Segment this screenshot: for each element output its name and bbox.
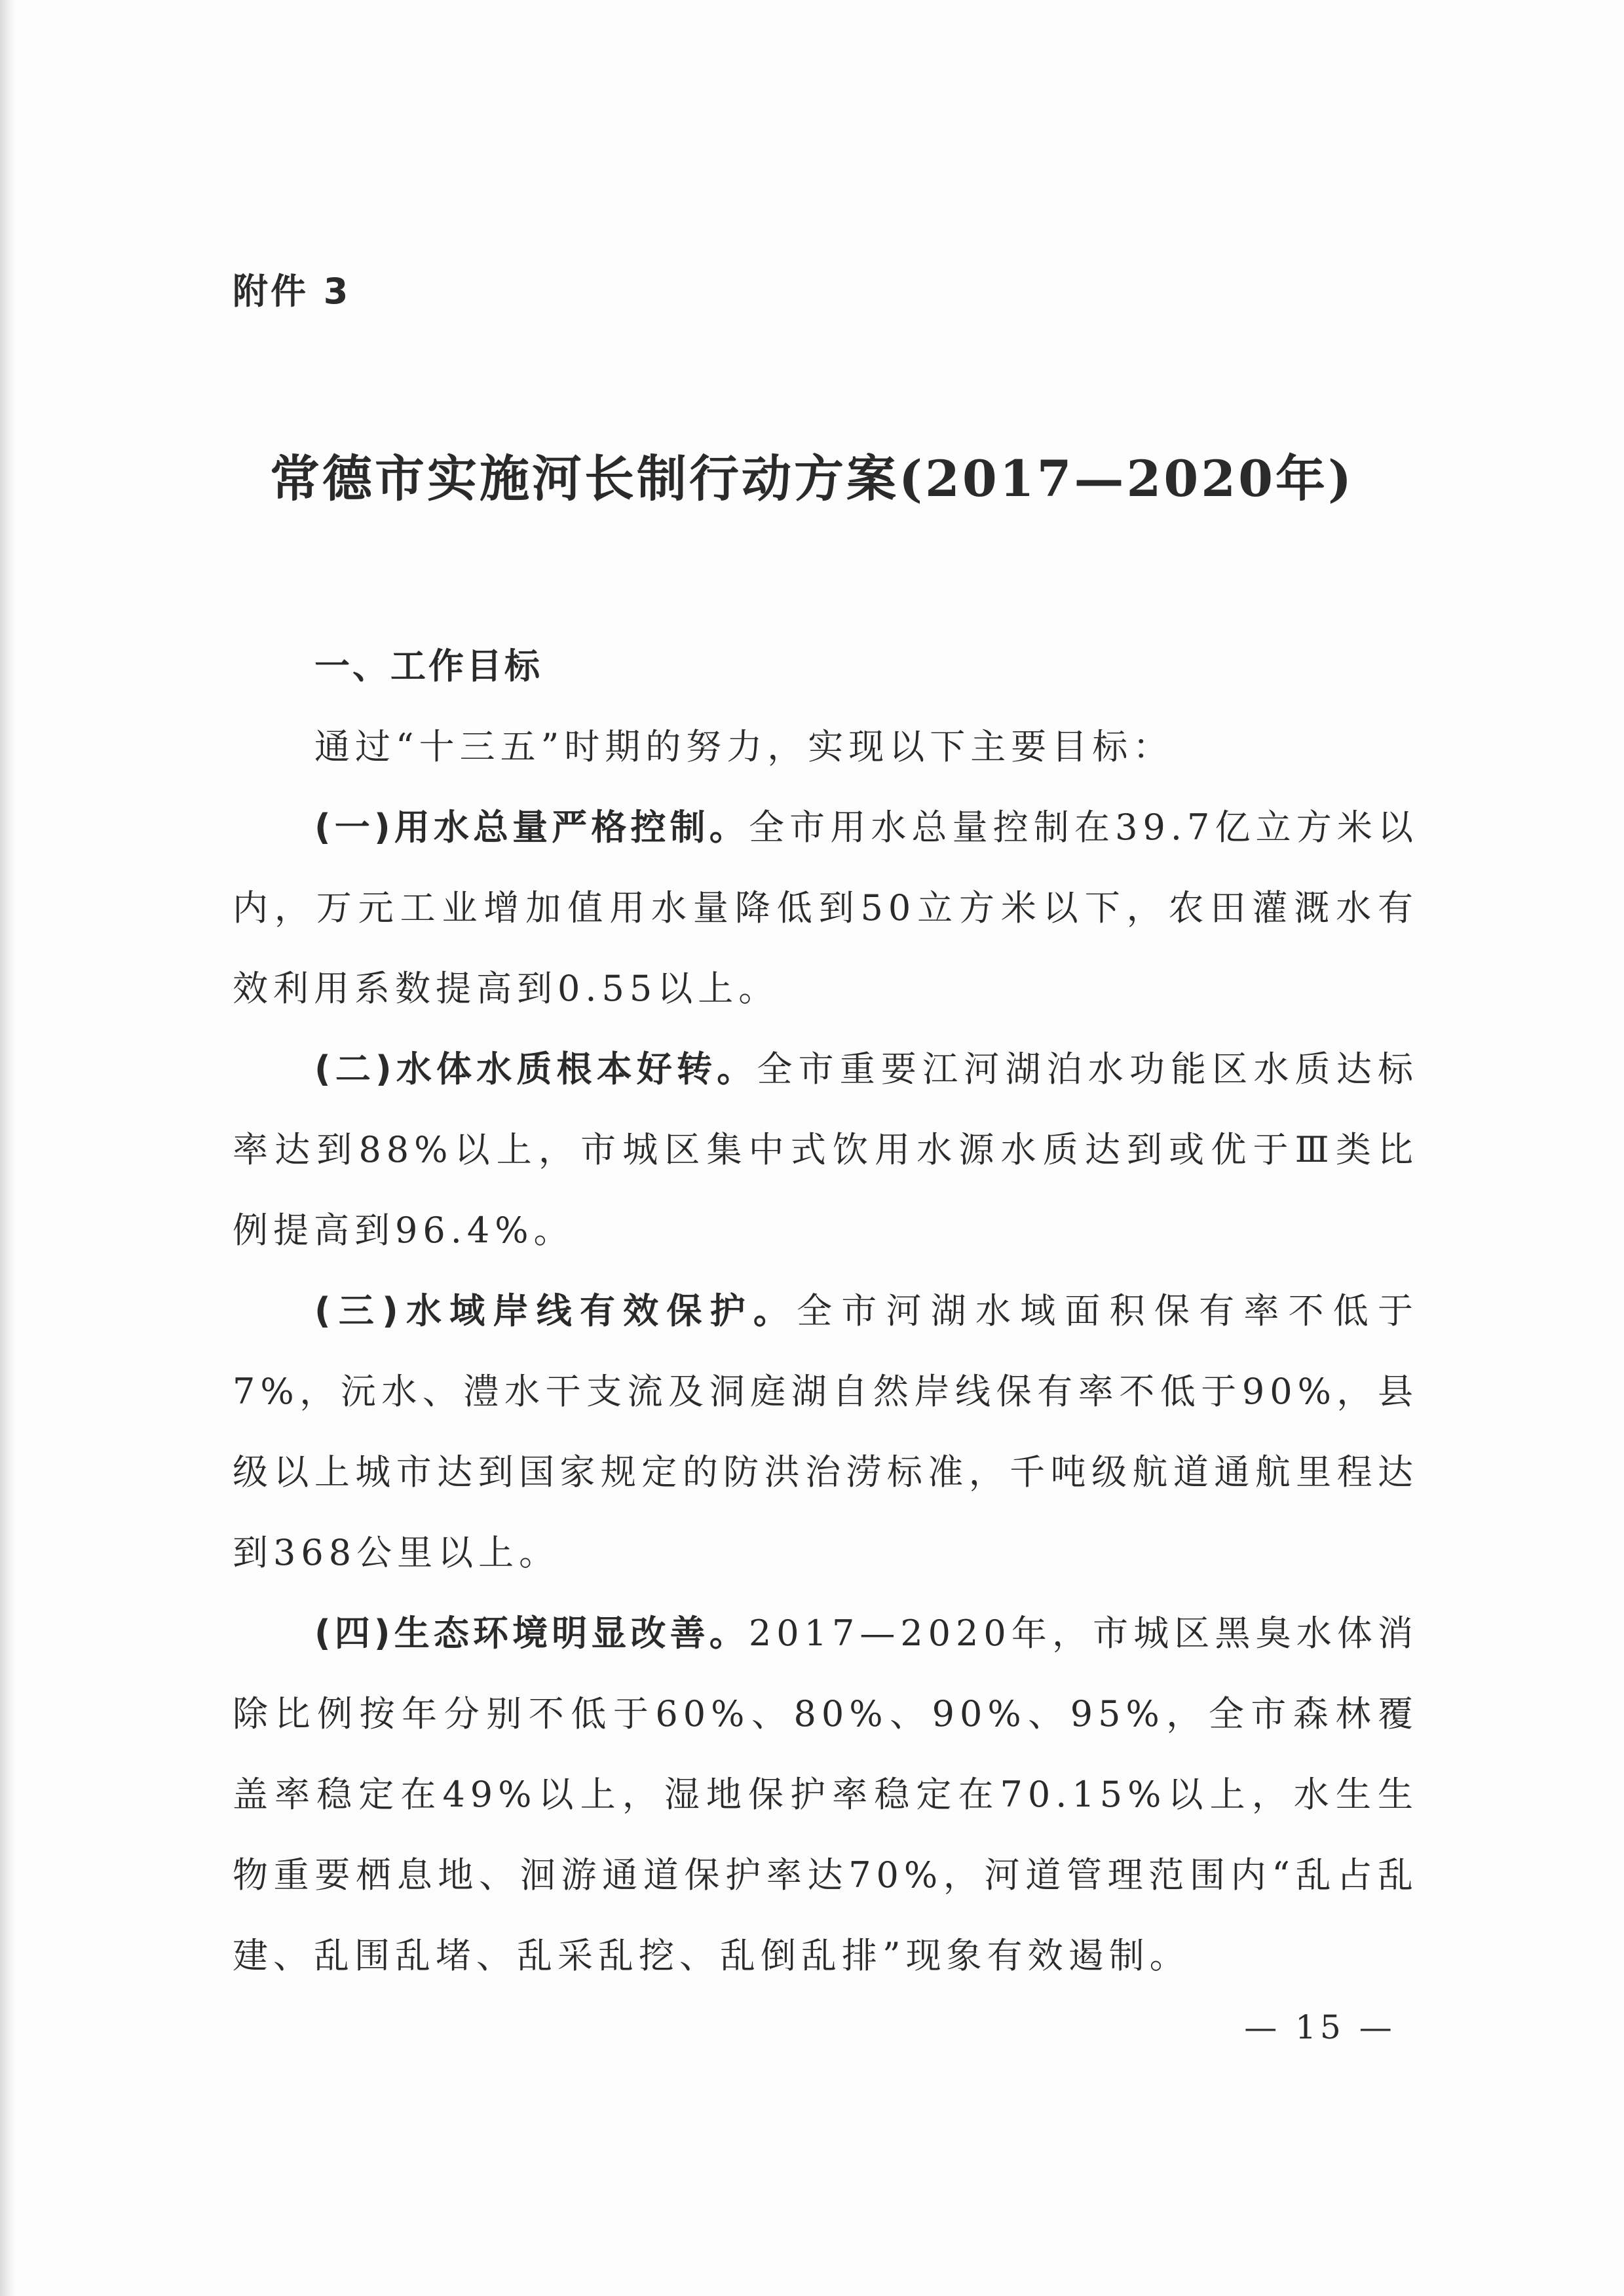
- goal-paragraph-2: [233, 1029, 1418, 1271]
- document-body: [233, 626, 1418, 1996]
- scan-edge-shadow: [0, 0, 17, 2296]
- page-number: — 15 —: [1244, 2008, 1396, 2046]
- goal-paragraph-3: [233, 1271, 1418, 1593]
- goal-text-2: 全市重要江河湖泊水功能区水质达标率达到88%以上，市城区集中式饮用水源水质达到或优于Ⅲ类比例提高到96.4%。: [233, 1048, 1418, 1251]
- section-heading: 一、工作目标: [314, 645, 542, 687]
- goal-paragraph-4: [233, 1593, 1418, 1996]
- document-title: 常德市实施河长制行动方案(2017—2020年): [270, 450, 1354, 508]
- goal-lead-3: (三)水域岸线有效保护。: [314, 1290, 797, 1331]
- attachment-label: 附件 3: [233, 271, 351, 312]
- intro-paragraph: 通过“十三五”时期的努力，实现以下主要目标：: [314, 726, 1174, 767]
- goal-lead-1: (一)用水总量严格控制。: [314, 807, 749, 848]
- goal-text-1: 全市用水总量控制在39.7亿立方米以内，万元工业增加值用水量降低到50立方米以下，农田灌溉水有效利用系数提高到0.55以上。: [233, 807, 1419, 1009]
- goal-lead-2: (二)水体水质根本好转。: [314, 1048, 757, 1090]
- goal-text-4: 2017—2020年，市城区黑臭水体消除比例按年分别不低于60%、80%、90%、95%，全市森林覆盖率稳定在49%以上，湿地保护率稳定在70.15%以上，水生生物重要栖息地、洄游通道保护率达70%，河道管理范围内“乱占乱建、乱围乱堵、乱采乱挖、乱倒乱排”现象有效遏制。: [233, 1613, 1419, 1976]
- goal-text-3: 全市河湖水域面积保有率不低于7%，沅水、澧水干支流及洞庭湖自然岸线保有率不低于90%，县级以上城市达到国家规定的防洪治涝标准，千吨级航道通航里程达到368公里以上。: [233, 1290, 1419, 1573]
- goal-lead-4: (四)生态环境明显改善。: [314, 1613, 749, 1654]
- goal-paragraph-1: [233, 787, 1418, 1029]
